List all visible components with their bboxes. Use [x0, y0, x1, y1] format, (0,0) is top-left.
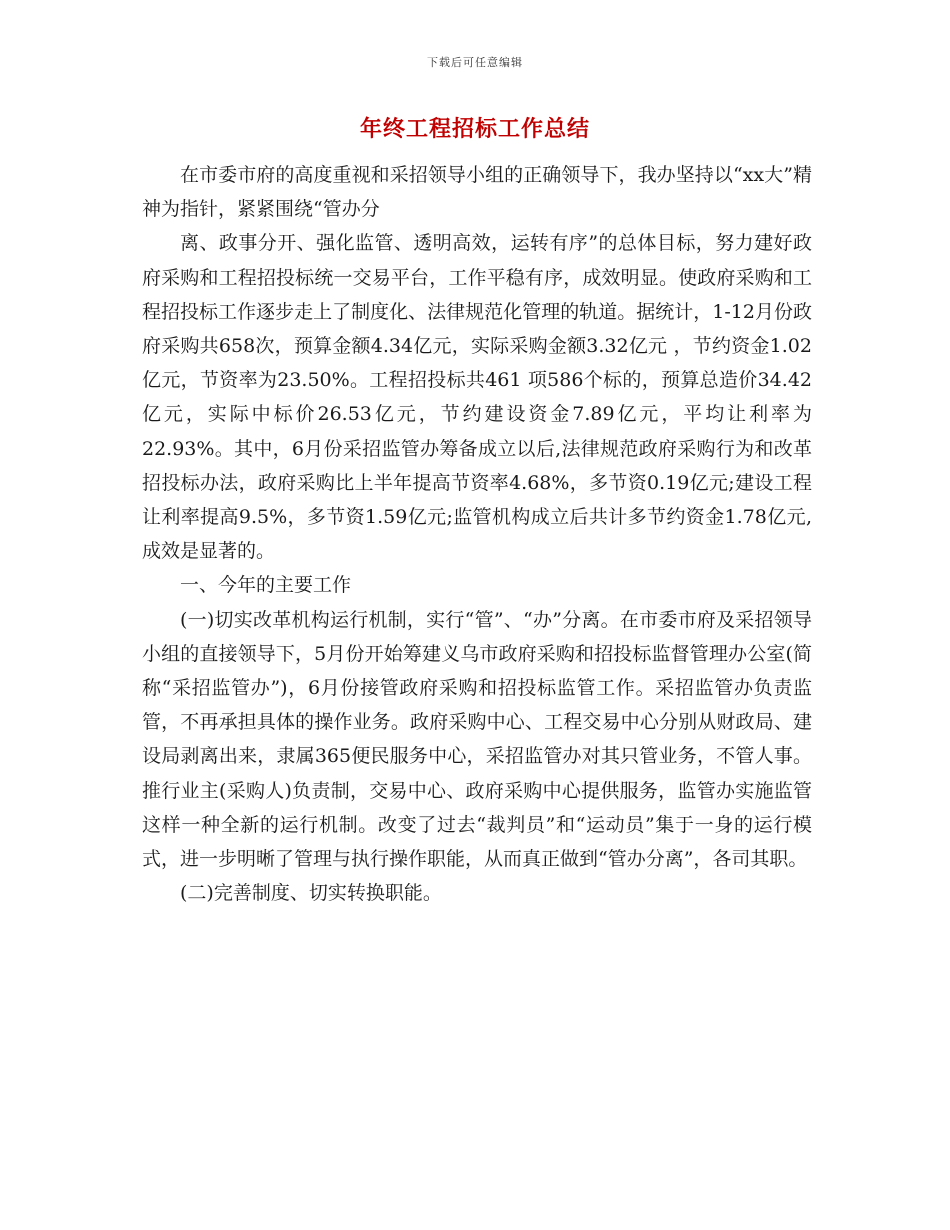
paragraph-intro-1: 在市委市府的高度重视和采招领导小组的正确领导下，我办坚持以“xx大”精神为指针，紧紧围绕“管办分 [142, 164, 812, 221]
paragraph-section-2-heading: (二)完善制度、切实转换职能。 [180, 882, 442, 905]
section-heading-main-work: 一、今年的主要工作 [180, 574, 352, 597]
document-title: 年终工程招标工作总结 [359, 116, 590, 142]
document-body [142, 158, 812, 910]
header-note: 下载后可任意编辑 [427, 56, 523, 69]
paragraph-section-1: (一)切实改革机构运行机制，实行“管”、“办”分离。在市委市府及采招领导小组的直接领导下，5月份开始筹建义乌市政府采购和招投标监督管理办公室(简称“采招监管办”)，6月份接管政府采购和招投标监管工作。采招监管办负责监管，不再承担具体的操作业务。政府采购中心、工程交易中心分别从财政局、建设局剥离出来，隶属365便民服务中心，采招监管办对其只管业务，不管人事。推行业主(采购人)负责制，交易中心、政府采购中心提供服务，监管办实施监管这样一种全新的运行机制。改变了过去“裁判员”和“运动员”集于一身的运行模式，进一步明晰了管理与执行操作职能，从而真正做到“管办分离”，各司其职。 [142, 608, 812, 871]
paragraph-intro-2: 离、政事分开、强化监管、透明高效，运转有序”的总体目标，努力建好政府采购和工程招投标统一交易平台，工作平稳有序，成效明显。使政府采购和工程招投标工作逐步走上了制度化、法律规范化管理的轨道。据统计，1-12月份政府采购共658次，预算金额4.34亿元，实际采购金额3.32亿元 ，节约资金1.02亿元，节资率为23.50%。工程招投标共461 项586个标的，预算总造价34.42亿元，实际中标价26.53亿元，节约建设资金7.89亿元，平均让利率为22.93%。其中，6月份采招监管办筹备成立以后,法律规范政府采购行为和改革招投标办法，政府采购比上半年提高节资率4.68%，多节资0.19亿元;建设工程让利率提高9.5%，多节资1.59亿元;监管机构成立后共计多节约资金1.78亿元,成效是显著的。 [142, 232, 812, 563]
